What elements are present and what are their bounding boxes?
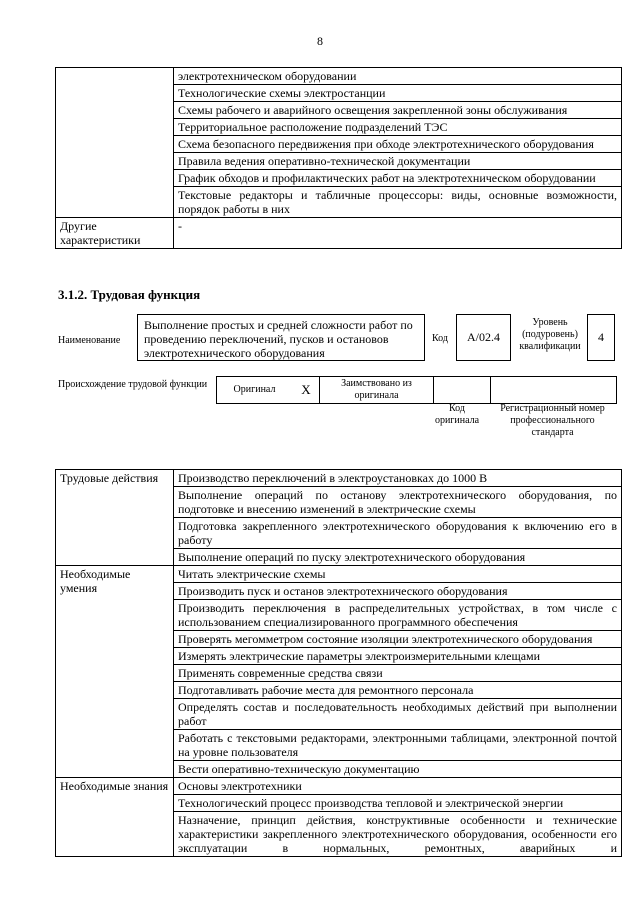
table-cell: Производить переключения в распределительных устройствах, в том числе с использованием специализированного программного обеспечения xyxy=(174,600,622,631)
code-caption: Код оригинала xyxy=(434,403,480,426)
table-row xyxy=(56,778,622,795)
table-cell: Измерять электрические параметры электроизмерительными клещами xyxy=(174,648,622,665)
table-cell: Территориальное расположение подразделений ТЭС xyxy=(174,119,622,136)
table-cell: Читать электрические схемы xyxy=(174,566,622,583)
level-value: 4 xyxy=(598,330,604,344)
table-row xyxy=(56,218,622,249)
other-characteristics-value: - xyxy=(174,218,622,249)
table-cell: Технологические схемы электростанции xyxy=(174,85,622,102)
table-row xyxy=(56,470,622,487)
labor-function-table xyxy=(55,469,622,857)
table-row xyxy=(56,68,622,85)
table-cell: Производить пуск и останов электротехнического оборудования xyxy=(174,583,622,600)
labor-actions-label: Трудовые действия xyxy=(56,470,174,566)
original-code-cell xyxy=(434,377,491,403)
skills-label: Необходимые умения xyxy=(56,566,174,778)
table-cell: электротехническом оборудовании xyxy=(174,68,622,85)
knowledge-continuation-table xyxy=(55,67,622,249)
page-number: 8 xyxy=(317,34,323,48)
name-label: Наименование xyxy=(58,335,121,346)
knowledge-label: Необходимые знания xyxy=(56,778,174,857)
table-cell: Основы электротехники xyxy=(174,778,622,795)
table-cell: Назначение, принцип действия, конструктивные особенности и технические характеристики закрепленного электротехнического оборудования, особенности его эксплуатации в нормальных, ремонтных, аварийных и xyxy=(174,812,622,857)
function-name: Выполнение простых и средней сложности работ по проведению переключений, пусков и остановов электротехнического оборудования xyxy=(144,318,413,360)
table-cell: Схема безопасного передвижения при обходе электротехнического оборудования xyxy=(174,136,622,153)
table-cell: Определять состав и последовательность необходимых действий при выполнении работ xyxy=(174,699,622,730)
table-cell: Проверять мегомметром состояние изоляции электротехнического оборудования xyxy=(174,631,622,648)
code-label: Код xyxy=(432,333,448,344)
table-cell: Подготовка закрепленного электротехнического оборудования к включению его в работу xyxy=(174,518,622,549)
table-cell: Производство переключений в электроустановках до 1000 В xyxy=(174,470,622,487)
origin-row xyxy=(216,376,617,404)
table-cell: Выполнение операций по пуску электротехнического оборудования xyxy=(174,549,622,566)
empty-label-cell xyxy=(56,68,174,218)
borrowed-label: Заимствовано из оригинала xyxy=(320,377,434,403)
reg-number-cell xyxy=(491,377,616,403)
level-label: Уровень (подуровень) квалификации xyxy=(519,317,581,352)
table-cell: Работать с текстовыми редакторами, электронными таблицами, электронной почтой на уровне пользователя xyxy=(174,730,622,761)
table-cell: Технологический процесс производства тепловой и электрической энергии xyxy=(174,795,622,812)
section-title: 3.1.2. Трудовая функция xyxy=(58,287,201,302)
table-cell: Выполнение операций по останову электротехнического оборудования, по подготовке и внесению изменений в электрические схемы xyxy=(174,487,622,518)
table-cell: График обходов и профилактических работ на электротехническом оборудовании xyxy=(174,170,622,187)
level-box xyxy=(587,314,615,361)
other-characteristics-label: Другие характеристики xyxy=(56,218,174,249)
origin-label: Происхождение трудовой функции xyxy=(58,379,208,390)
table-cell: Вести оперативно-техническую документацию xyxy=(174,761,622,778)
function-name-box xyxy=(137,314,425,361)
original-mark: X xyxy=(293,377,320,403)
function-code: A/02.4 xyxy=(467,330,500,344)
table-cell: Подготавливать рабочие места для ремонтного персонала xyxy=(174,682,622,699)
table-row xyxy=(56,566,622,583)
function-code-box xyxy=(456,314,511,361)
reg-caption: Регистрационный номер профессионального стандарта xyxy=(500,403,605,438)
original-label: Оригинал xyxy=(233,384,276,395)
table-cell: Правила ведения оперативно-технической документации xyxy=(174,153,622,170)
table-cell: Применять современные средства связи xyxy=(174,665,622,682)
table-cell: Схемы рабочего и аварийного освещения закрепленной зоны обслуживания xyxy=(174,102,622,119)
table-cell: Текстовые редакторы и табличные процессоры: виды, основные возможности, порядок работы в них xyxy=(174,187,622,218)
